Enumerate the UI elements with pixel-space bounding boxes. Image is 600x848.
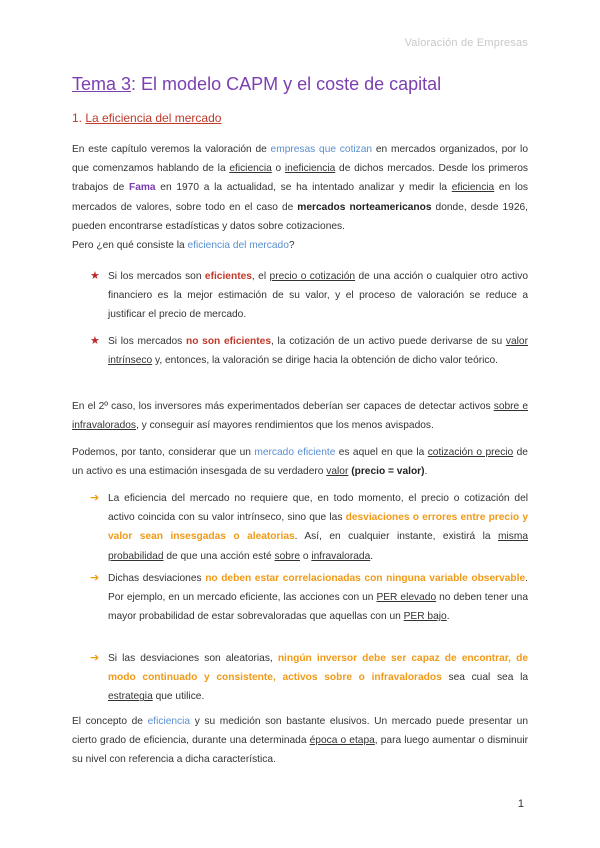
text: ? xyxy=(288,240,295,251)
text: y su medición son bastante elusivos. Un mercado puede presentar un cierto grado de eficiencia, durante una determinada xyxy=(72,716,528,747)
underlined-text: valor intrínseco xyxy=(108,336,528,367)
section-number: 1. xyxy=(72,111,86,125)
paragraph-intro xyxy=(72,140,528,236)
text: de una acción o cualquier otro activo financiero es la mejor estimación de su valor, y el proceso de valoración se reduce a justificar el precio de mercado. xyxy=(108,271,528,321)
emphasis-text: eficientes xyxy=(204,271,252,282)
text: . xyxy=(370,550,374,562)
underlined-text: misma probabilidad xyxy=(108,531,528,562)
highlight-text: eficiencia del mercado xyxy=(187,240,289,251)
title-topic: Tema 3 xyxy=(72,74,132,94)
section-heading xyxy=(72,111,221,125)
bullet-efficient xyxy=(108,267,528,325)
underlined-text: cotización o precio xyxy=(427,447,514,458)
arrow-icon: ➔ xyxy=(90,492,100,504)
text: Pero ¿en qué consiste la xyxy=(72,240,188,251)
text: . xyxy=(424,466,428,478)
paragraph-question xyxy=(72,236,528,255)
star-icon: ★ xyxy=(90,335,100,347)
text: , el xyxy=(251,271,270,282)
text: , la cotización de un activo puede derivarse de su xyxy=(271,336,506,347)
text: Si las desviaciones son aleatorias, xyxy=(108,653,278,664)
emphasis-text: ningún inversor debe ser capaz de encontrar, de modo continuado y consistente, activos sobre o infravalorados xyxy=(108,653,528,684)
text: y, entonces, la valoración se dirige hacia la obtención de dicho valor teórico. xyxy=(152,355,498,367)
text: En este capítulo veremos la valoración de xyxy=(72,144,271,155)
bullet-random-errors xyxy=(108,489,528,566)
bold-text: mercados norteamericanos xyxy=(297,201,432,213)
underlined-text: época o etapa xyxy=(309,735,375,747)
page-number: 1 xyxy=(517,798,524,810)
text: . xyxy=(446,611,450,623)
text: El concepto de xyxy=(72,716,148,727)
underlined-text: precio o cotización xyxy=(269,271,356,282)
underlined-text: valor xyxy=(326,466,349,478)
text: , para luego aumentar o disminuir su nivel con referencia a dicha característica. xyxy=(72,735,528,766)
text: donde, desde 1926, pueden encontrarse estadísticas y datos sobre cotizaciones. xyxy=(72,201,528,232)
highlight-text: eficiencia xyxy=(147,716,191,727)
text: no deben tener una mayor probabilidad de estar sobrevaloradas que aquellas con un xyxy=(108,592,529,623)
underlined-text: sobre xyxy=(274,550,301,562)
underlined-text: PER bajo xyxy=(403,611,447,623)
text: . Por ejemplo, en un mercado eficiente, las acciones con un xyxy=(108,573,528,604)
section-label: La eficiencia del mercado xyxy=(85,111,222,125)
text: que utilice. xyxy=(152,691,205,703)
underlined-text: estrategia xyxy=(108,691,153,703)
arrow-icon: ➔ xyxy=(90,572,100,584)
emphasis-text: no son eficientes xyxy=(185,336,271,347)
text: Si los mercados xyxy=(108,336,186,347)
paragraph-conclusion xyxy=(72,712,528,770)
text: en mercados organizados, por lo que comenzamos hablando de la xyxy=(72,144,528,175)
title-text: : El modelo CAPM y el coste de capital xyxy=(131,74,442,94)
underlined-text: eficiencia xyxy=(451,182,495,194)
running-header: Valoración de Empresas xyxy=(404,37,528,49)
underlined-text: PER elevado xyxy=(376,592,437,604)
underlined-text: eficiencia xyxy=(229,163,272,175)
highlight-text: empresas que cotizan xyxy=(270,144,373,155)
text: Dichas desviaciones xyxy=(108,573,206,584)
text: La eficiencia del mercado no requiere que, en todo momento, el precio o cotización del activo coincida con su valor intrínseco, sino que las xyxy=(108,493,528,524)
text: Podemos, por tanto, considerar que un xyxy=(72,447,255,458)
star-icon: ★ xyxy=(90,270,100,282)
author-name: Fama xyxy=(128,182,156,194)
text: , y conseguir así mayores rendimientos que los menos avispados. xyxy=(136,420,434,432)
text: en 1970 a la actualidad, se ha intentado analizar y medir la xyxy=(155,182,452,194)
bullet-not-efficient xyxy=(108,332,528,370)
text: de que una acción esté xyxy=(163,550,275,562)
underlined-text: infravalorada xyxy=(311,550,371,562)
underlined-text: ineficiencia xyxy=(284,163,336,175)
underlined-text: sobre e infravalorados xyxy=(72,401,528,432)
bullet-no-investor xyxy=(108,649,528,707)
text: de un activo es una estimación insesgada de su verdadero xyxy=(72,447,528,478)
emphasis-text: desviaciones o errores entre precio y valor sean insesgadas o aleatorias xyxy=(108,512,528,543)
text: en los mercados de valores, sobre todo en el caso de xyxy=(72,182,528,213)
arrow-icon: ➔ xyxy=(90,652,100,664)
text: Si los mercados son xyxy=(108,271,205,282)
text: o xyxy=(300,550,312,562)
bullet-no-correlation xyxy=(108,569,528,627)
page-title xyxy=(72,74,441,95)
text: es aquel en que la xyxy=(335,447,428,458)
text: o xyxy=(271,163,285,175)
text: de dichos mercados. Desde los primeros trabajos de xyxy=(72,163,529,194)
text: En el 2º caso, los inversores más experimentados deberían ser capaces de detectar activos xyxy=(72,401,494,412)
bold-text: (precio = valor) xyxy=(348,466,425,478)
text: sea cual sea la xyxy=(441,672,528,684)
emphasis-text: no deben estar correlacionadas con ninguna variable observable xyxy=(205,573,526,584)
paragraph-definition xyxy=(72,443,528,481)
highlight-text: mercado eficiente xyxy=(254,447,336,458)
text: . Así, en cualquier instante, existirá la xyxy=(294,531,498,543)
paragraph-second-case xyxy=(72,397,528,435)
